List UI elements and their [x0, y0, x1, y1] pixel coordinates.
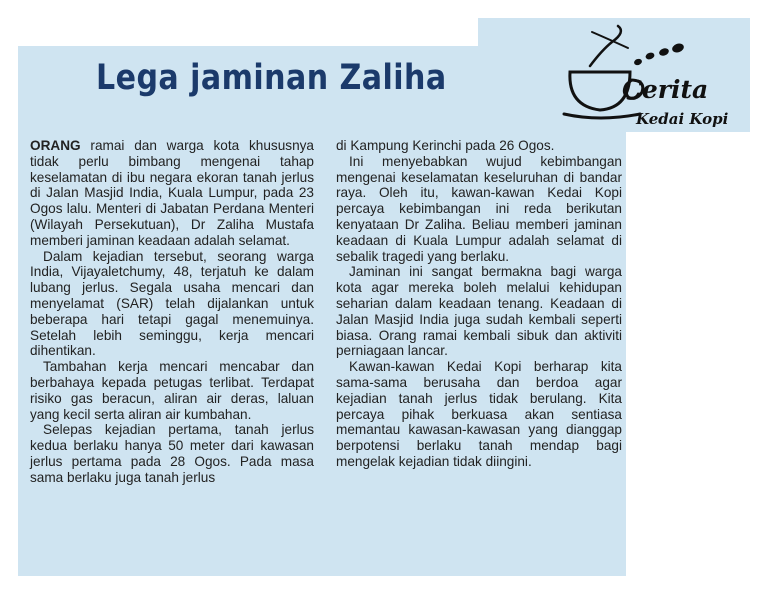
- paragraph-5: Ini menyebabkan wujud kebimbangan mengenai keselamatan keseluruhan di bandar raya. Oleh itu, kawan-kawan Kedai Kopi percaya kebimbangan ini reda berikutan kenyataan Dr Zaliha. Beliau memberi jaminan keadaan di Kuala Lumpur adalah selamat di sebalik tragedi yang berlaku.: [336, 153, 622, 264]
- article-column-right: [336, 138, 622, 470]
- paragraph-3: Tambahan kerja mencari mencabar dan berbahaya kepada petugas terlibat. Terdapat risiko gas beracun, aliran air deras, laluan yang kecil serta aliran air kumbahan.: [30, 359, 314, 422]
- paragraph-4: Selepas kejadian pertama, tanah jerlus kedua berlaku hanya 50 meter dari kawasan jerlus pertama pada 28 Ogos. Pada masa sama berlaku juga tanah jerlus: [30, 422, 314, 485]
- logo-title: Cerita: [622, 75, 709, 104]
- headline: Lega jaminan Zaliha: [96, 58, 447, 98]
- paragraph-4-continued: di Kampung Kerinchi pada 26 Ogos.: [336, 138, 555, 153]
- coffee-beans-icon: [633, 42, 685, 66]
- paragraph-7: Kawan-kawan Kedai Kopi berharap kita sama-sama berusaha dan berdoa agar kejadian tanah jerlus tidak berulang. Kita percaya pihak berkuasa akan sentiasa memantau kawasan-kawasan yang dianggap berpotensi berlaku tanah mendap bagi mengelak kejadian tidak diingini.: [336, 359, 622, 469]
- paragraph-2: Dalam kejadian tersebut, seorang warga India, Vijayaletchumy, 48, terjatuh ke dalam lubang jerlus. Segala usaha mencari dan menyelamat (SAR) telah dijalankan untuk beberapa hari tetapi gagal menemuinya. Setelah lebih seminggu, kerja mencari dihentikan.: [30, 248, 314, 359]
- coffee-cup-icon: [564, 26, 643, 118]
- logo-subtitle: Kedai Kopi: [636, 110, 729, 128]
- cerita-kedai-kopi-logo: [556, 20, 746, 130]
- article-column-left: [30, 138, 314, 486]
- lead-word: ORANG: [30, 138, 81, 153]
- paragraph-6: Jaminan ini sangat bermakna bagi warga kota agar mereka boleh melalui kehidupan seharian dalam keadaan tenang. Keadaan di Jalan Masjid India juga sudah kembali seperti biasa. Orang ramai kembali sibuk dan aktiviti perniagaan lancar.: [336, 264, 622, 359]
- paragraph-1: [30, 138, 314, 249]
- paragraph-1-text: ramai dan warga kota khususnya tidak perlu bimbang mengenai tahap keselamatan di ibu negara ekoran tanah jerlus di Jalan Masjid India, Kuala Lumpur, pada 23 Ogos lalu. Menteri di Jabatan Perdana Menteri (Wilayah Persekutuan), Dr Zaliha Mustafa memberi jaminan keadaan adalah selamat.: [30, 138, 314, 248]
